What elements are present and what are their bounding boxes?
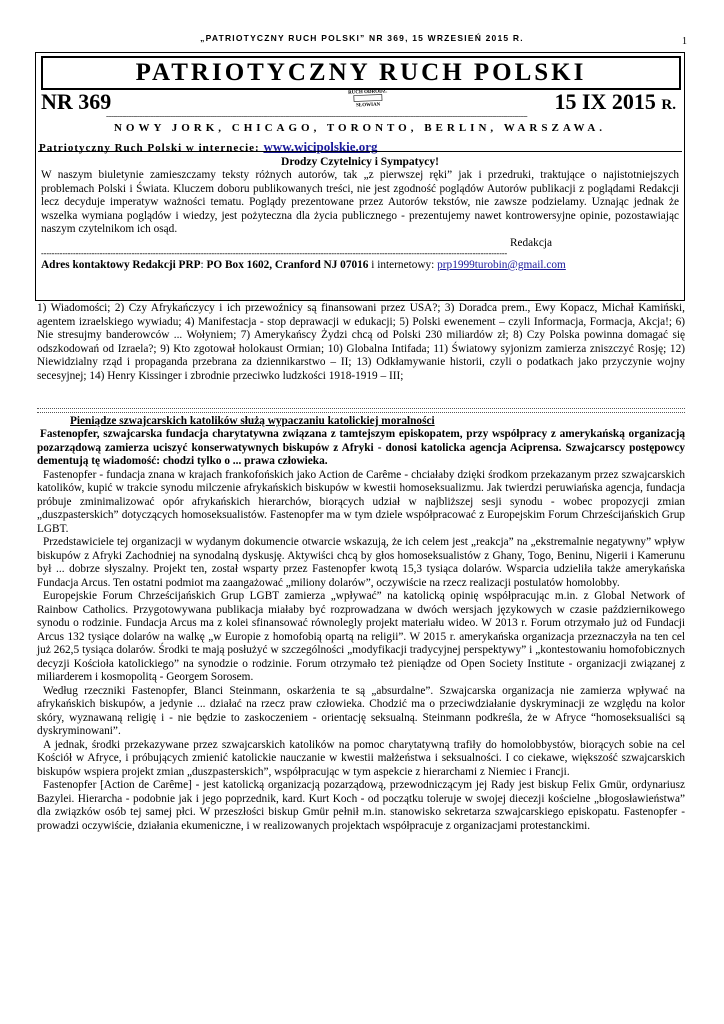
article-paragraph: Fastenopfer [Action de Carême] - jest katolicką organizacją pozarządową, przewodniczącym jej Rady jest biskup Felix Gmür, ordynariusz Bazylei. Hierarcha - podobnie jak i jego poprzednik, kard. Kurt Koch - od początku toleruje w swojej diecezji kościelne „błogosławieństwa” dla związków osób tej samej płci. W przeszłości biskup Gmür pełnił m.in. stanowisko sekretarza szwajcarskiego episkopatu. Fastenopfer - prowadzi oczywiście, działania ekumeniczne, i w realizowanych projektach współpracuje z organizacjami protestanckimi. bbox=[37, 779, 685, 832]
article-paragraph: Europejskie Forum Chrześcijańskich Grup LGBT zamierza „wpływać” na katolicką opinię współpracując m.in. z Global Network of Rainbow Catholics. Przygotowywana publikacja miałaby być rozprowadzana w dwóch wersjach językowych w czasie październikowego synodu o rodzinie. Fundacja Arcus ma z kolei sfinansować równolegly projekt materiału wideo. W 2013 r. Forum otrzymało już od Fundacji Arcus 132 tysiące dolarów na walkę „w Europie z homofobią opartą na religii”. W 2015 r. amerykańska organizacja przeznaczyła na ten cel już 262,5 tysiąca dolarów. Środki te mają posłużyć w szczególności „modyfikacji tradycyjnej perspektywy” i „kontestowaniu homofobicznych decyzji Kościoła katolickiego” na synodzie o rodzinie. Forum otrzymało też pieniądze od Open Society Institute - organizacji związanej z miliarderem i kosmopolitą - Georgem Sorosem. bbox=[37, 590, 685, 683]
divider bbox=[37, 408, 685, 413]
email-link[interactable]: prp1999turobin@gmail.com bbox=[437, 259, 566, 271]
article-paragraph: Według rzeczniki Fastenopfer, Blanci Steinmann, oskarżenia te są „absurdalne”. Szwajcarska organizacja nie zamierza wpływać na afrykańskich biskupów, a jedynie ... działać na rzecz praw człowieka. Chodzić ma o przeciwdziałanie dyskryminacji ze względu na kolor skóry, wyznawaną religię i - nie będzie to zaskoczeniem - orientację seksualną. Steinmann podkreśla, że w Afryce “homoseksualiści są dyskryminowani”. bbox=[37, 684, 685, 737]
editorial-box bbox=[38, 151, 682, 299]
divider: ------------------------------------------------------------------------------------------------------------------------------------------------------------------------------- bbox=[41, 250, 508, 258]
article bbox=[37, 414, 685, 833]
article-paragraph: A jednak, środki przekazywane przez szwajcarskich katolików na pomoc charytatywną trafiły do homolobbystów, biorących sobie na cel Kościół w Afryce, i próbujących zmienić katolickie nauczanie w kwestii małżeństwa i seksualności. I co ciekawe, większość szwajcarskich biskupów wspiera projekt zmian „duszpasterskich”, współpracując w tym aspekcie z hierarchami z Niemiec i Francji. bbox=[37, 738, 685, 778]
signature: Redakcja bbox=[509, 236, 552, 249]
issue-date-value: 15 IX 2015 bbox=[554, 89, 656, 114]
article-paragraph: Przedstawiciele tej organizacji w wydanym dokumencie otwarcie wskazują, że ich celem jest „reakcja” na „ekstremalnie negatywny” wpływ biskupów z Afryki Zachodniej na synodalną dyskusję. Aktywiści chcą by głos homoseksualistów z Ghany, Togo, Beninu, Nigerii i Kamerunu był ... dobrze słyszalny. Projekt ten, został wsparty przez Fastenopfer kwotą 15,3 tysiąca dolarów. Wsparcia udzieliła także amerykańska Fundacja Arcus. Ten ostatni podmiot ma zaangażować „miliony dolarów”, oczywiście na rzecz realizacji postulatów homolobby. bbox=[37, 536, 685, 589]
greeting: Drodzy Czytelnicy i Sympatycy! bbox=[281, 156, 439, 168]
article-lead: Fastenopfer, szwajcarska fundacja charytatywna związana z tamtejszym episkopatem, przy współpracy z amerykańską organizacją pozarządową zamierza uciszyć konserwatywnych biskupów z Afryki - donosi katolicka agencja Aciprensa. Szwajcarscy postępowcy dementują tę wiadomość: chodzi tylko o ... prawa człowieka. bbox=[37, 428, 685, 467]
address-box: PO Box 1602, Cranford NJ 07016 bbox=[206, 259, 369, 271]
article-title: Pieniądze szwajcarskich katolików służą wypaczaniu katolickiej moralności bbox=[70, 415, 435, 427]
article-paragraph: Fastenopfer - fundacja znana w krajach frankofońskich jako Action de Carême - chciałaby dzięki środkom przekazanym przez szwajcarskich katolików, kupić w trakcie synodu milczenie afrykańskich biskupów w kwestii homoseksualizmu. Jak twierdzi peruwiańska agencja, fundacja próbuje zminimalizować opór afrykańskich hierarchów, biorących udział w najbliższej sesji synodu - wobec propozycji zmian „duszpasterskich” dotyczących homoseksualistów. Fastenopfer ma w tym dziele współpracować z Europejskim Forum Chrześcijańskich Grup LGBT. bbox=[37, 468, 685, 535]
svg-text:RUCH ODRODZ.: RUCH ODRODZ. bbox=[348, 89, 388, 96]
divider: -------------------------------------------------------------------------------------------------------------------------------------------------------------------------------------------------------------------------------------- bbox=[106, 113, 528, 119]
cities-line: NOWY JORK, CHICAGO, TORONTO, BERLIN, WARSZAWA. bbox=[113, 122, 607, 134]
issue-number: NR 369 bbox=[41, 89, 112, 114]
issue-date bbox=[554, 89, 676, 115]
website-link[interactable]: www.wicipolskie.org bbox=[263, 139, 378, 154]
contact-address: Adres kontaktowy Redakcji PRP: PO Box 1602, Cranford NJ 07016 i internetowy: prp1999turobin@gmail.com bbox=[41, 259, 566, 271]
address-label: Adres kontaktowy Redakcji PRP bbox=[41, 259, 201, 271]
logo bbox=[348, 86, 389, 113]
masthead bbox=[35, 52, 685, 301]
table-of-contents: 1) Wiadomości; 2) Czy Afrykańczycy i ich przewoźnicy są finansowani przez USA?; 3) Doradca prem., Ewy Kopacz, Michał Kamiński, agentem izraelskiego wywiadu; 4) Manifestacja - stop deprawacji w edukacji; 5) Polski ewenement – czyli Informacja, Formacja, Akcja!; 6) Nie stresujmy banderowców ... Wołyniem; 7) Amerykańscy Żydzi chcą od Polski 230 miliardów zł; 8) Czy Polska powinna domagać się odszkodowań od Izraela?; 9) Kto zgotował holokaust Ormian; 10) Globalna Intifada; 11) Światowy syjonizm zamierza zniszczyć Rosję; 12) Niewidzialny rząd i propaganda przebrana za dziennikarstwo – II; 13) Odkłamywanie historii, czyli o podatkach jako przyczynie wojny secesyjnej; 14) Henry Kissinger i zbrodnie przeciwko ludzkości 1918-1919 – III; bbox=[37, 302, 685, 382]
internet-label: Patriotyczny Ruch Polski w internecie: bbox=[39, 142, 260, 154]
issue-date-suffix: R. bbox=[661, 97, 676, 113]
running-head: „PATRIOTYCZNY RUCH POLSKI” NR 369, 15 WRZESIEŃ 2015 R. bbox=[200, 33, 524, 43]
intro-text: W naszym biuletynie zamieszczamy teksty różnych autorów, tak „z pierwszej ręki” jak i przedruki, traktujące o najistotniejszych problemach Polski i Świata. Kluczem doboru publikowanych treści, nie jest zgodność poglądów Autorów publikacji z poglądami Redakcji lecz decyduje imperatyw ważności tematu. Poglądy prezentowane przez Autorów tekstów, nie zawsze podzielamy. Uznając jednak że wszelka wymiana poglądów i wiedzy, jest pożyteczna dla życia publicznego - prezentujemy nawet kontrowersyjne opinie, pozostawiając naszym czytelnikom ich osąd. bbox=[41, 169, 679, 235]
logo-emblem-icon bbox=[348, 86, 389, 109]
newspaper-title: PATRIOTYCZNY RUCH POLSKI bbox=[41, 56, 681, 90]
address-internet-label: i internetowy: bbox=[371, 259, 435, 271]
svg-text:SŁOWIAN: SŁOWIAN bbox=[356, 102, 381, 109]
page-number: 1 bbox=[682, 36, 687, 47]
